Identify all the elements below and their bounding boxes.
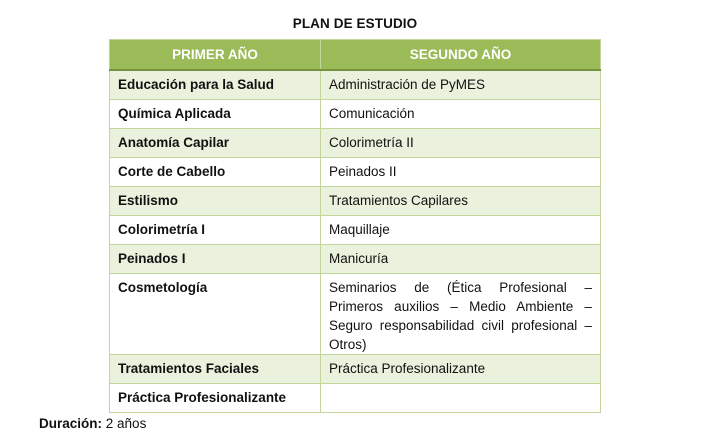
second-year-subject	[321, 384, 601, 413]
first-year-subject: Química Aplicada	[110, 100, 321, 129]
duration-line	[39, 416, 146, 431]
table-row	[110, 129, 601, 158]
table-row	[110, 274, 601, 355]
second-year-subject: Colorimetría II	[321, 129, 601, 158]
header-second-year: SEGUNDO AÑO	[321, 40, 601, 71]
first-year-subject: Cosmetología	[110, 274, 321, 355]
first-year-subject: Educación para la Salud	[110, 70, 321, 100]
second-year-subject: Administración de PyMES	[321, 70, 601, 100]
first-year-subject: Peinados I	[110, 245, 321, 274]
header-first-year: PRIMER AÑO	[110, 40, 321, 71]
table-row	[110, 355, 601, 384]
first-year-subject: Práctica Profesionalizante	[110, 384, 321, 413]
table-row	[110, 187, 601, 216]
second-year-subject: Tratamientos Capilares	[321, 187, 601, 216]
table-row	[110, 158, 601, 187]
first-year-subject: Anatomía Capilar	[110, 129, 321, 158]
second-year-subject: Práctica Profesionalizante	[321, 355, 601, 384]
table-row	[110, 70, 601, 100]
page-title: PLAN DE ESTUDIO	[292, 16, 418, 31]
table-header-row	[110, 40, 601, 71]
first-year-subject: Tratamientos Faciales	[110, 355, 321, 384]
first-year-subject: Estilismo	[110, 187, 321, 216]
table-row	[110, 384, 601, 413]
table-row	[110, 100, 601, 129]
duration-value: 2 años	[105, 416, 147, 431]
table-row	[110, 216, 601, 245]
second-year-subject: Peinados II	[321, 158, 601, 187]
second-year-subject: Seminarios de (Ética Profesional – Primeros auxilios – Medio Ambiente – Seguro responsabilidad civil profesional – Otros)	[321, 274, 601, 355]
first-year-subject: Corte de Cabello	[110, 158, 321, 187]
table-row	[110, 245, 601, 274]
second-year-subject: Manicuría	[321, 245, 601, 274]
duration-label: Duración:	[39, 416, 103, 431]
first-year-subject: Colorimetría I	[110, 216, 321, 245]
second-year-subject: Maquillaje	[321, 216, 601, 245]
study-plan-table	[109, 39, 601, 413]
second-year-subject: Comunicación	[321, 100, 601, 129]
